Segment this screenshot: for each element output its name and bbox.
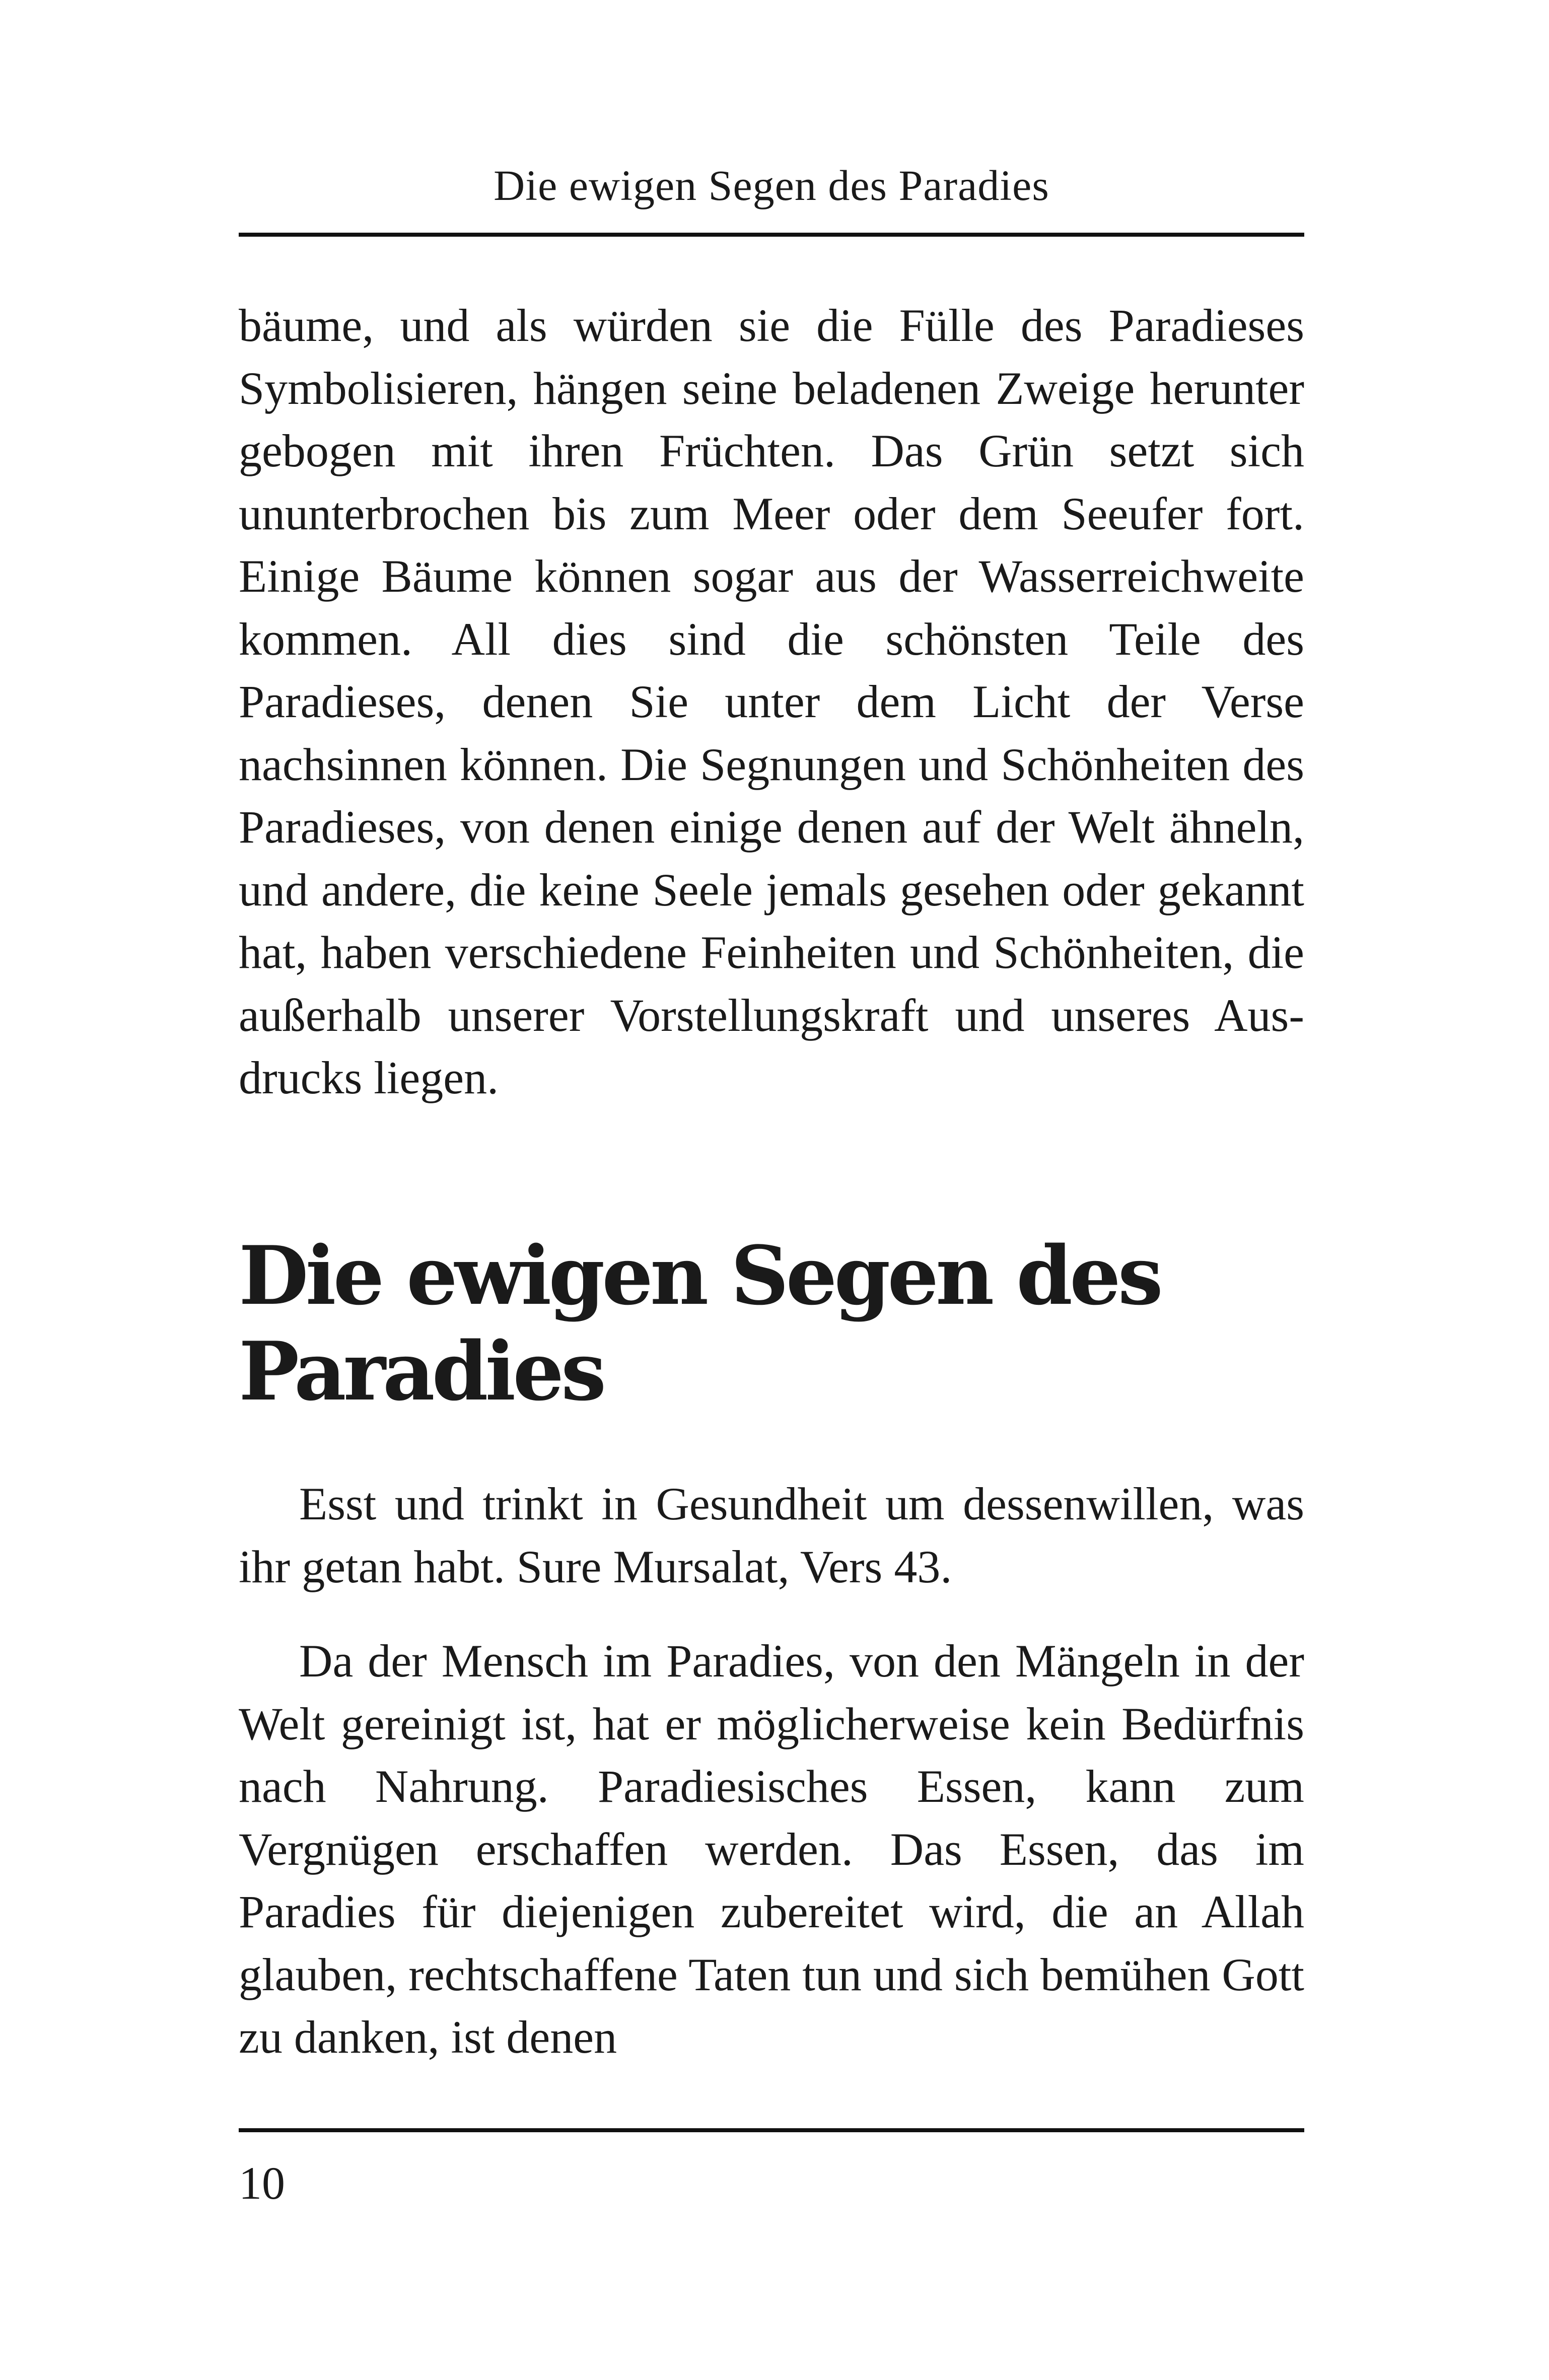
running-header-title: Die ewigen Segen des Paradies — [494, 161, 1049, 209]
page-number: 10 — [239, 2157, 285, 2209]
header-divider — [239, 233, 1304, 237]
body-paragraph: Da der Mensch im Paradies, von den Mängeln in der Welt gereinigt ist, hat er möglicherweise kein Bedürfnis nach Nahrung. Paradiesisches Essen, kann zum Vergnügen erschaffen werden. Das Essen, das im Paradies für diejenigen zubereitet wird, die an Allah glauben, rechtschaffene Taten tun und sich bemühen Gott zu danken, ist denen — [239, 1635, 1304, 2063]
body-paragraph: bäume, und als würden sie die Fülle des Paradieses Symbolisieren, hängen seine beladenen Zweige herunter gebogen mit ihren Früchten. Das Grün setzt sich ununterbrochen bis zum Meer oder dem Seeufer fort. Einige Bäume können sogar aus der Wasserreichweite kommen. All dies sind die schönsten Teile des Paradieses, denen Sie unter dem Licht der Verse nachsinnen können. Die Segnungen und Schönheiten des Paradieses, von denen einige denen auf der Welt ähneln, und andere, die keine Seele jemals gesehen oder gekannt hat, haben verschiedene Feinheiten und Schönheiten, die außerhalb unserer Vorstellungskraft und unseres Ausdrucks liegen. — [239, 300, 1304, 1103]
verse-quote: Esst und trinkt in Gesundheit um dessenwillen, was ihr getan habt. Sure Mursalat, Vers 43. — [239, 1478, 1304, 1592]
section-heading: Die ewigen Segen des Paradies — [239, 1228, 1160, 1419]
footer-divider — [239, 2128, 1304, 2132]
